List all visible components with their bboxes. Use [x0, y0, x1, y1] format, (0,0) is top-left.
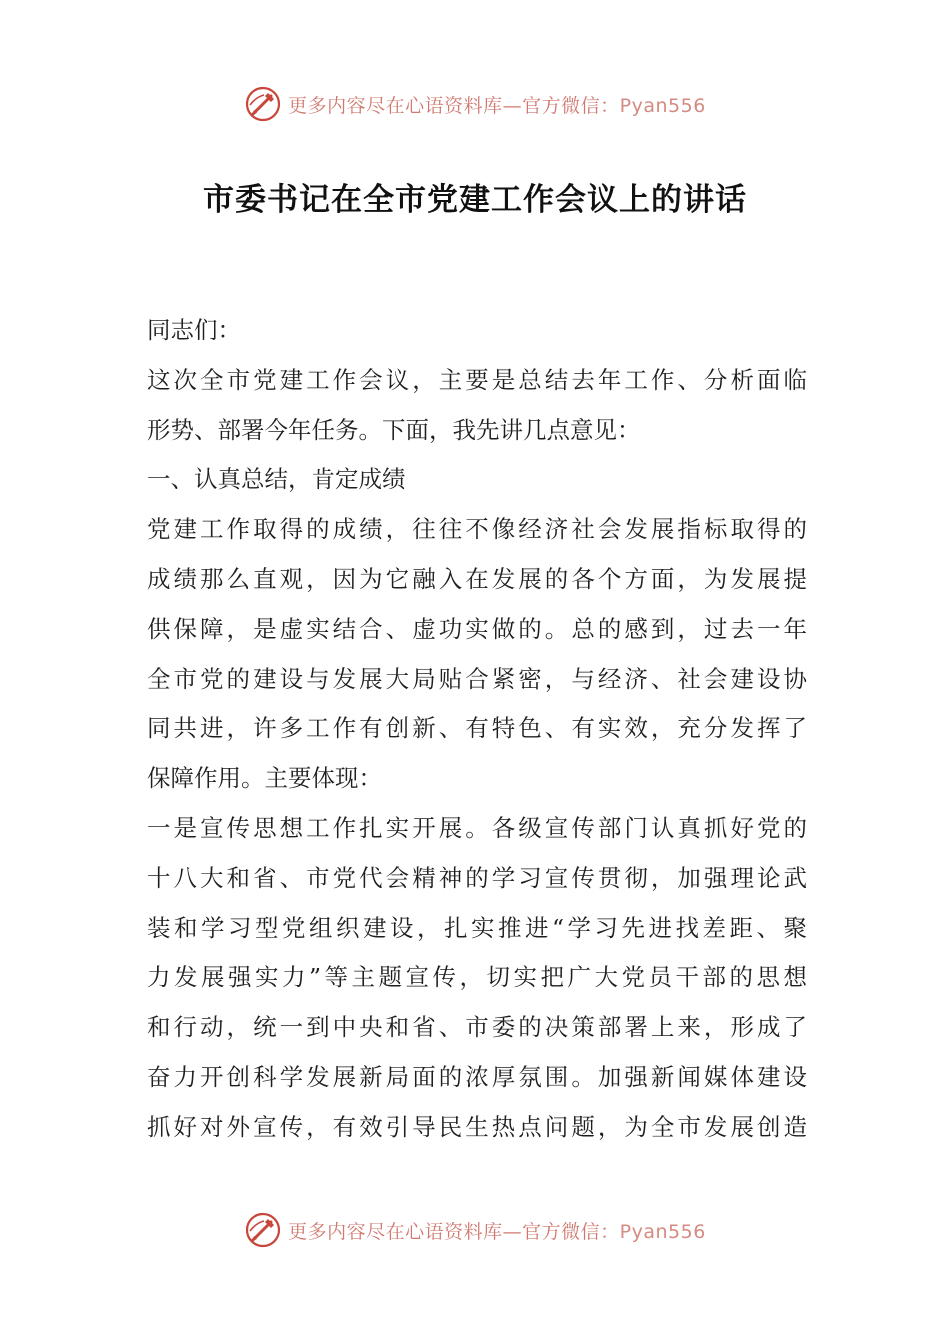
paragraph-line: 供保障，是虚实结合、虚功实做的。总的感到，过去一年 [147, 614, 807, 643]
watermark-text: 更多内容尽在心语资料库—官方微信：Pyan556 [288, 94, 706, 117]
watermark-banner-top [0, 82, 950, 126]
paragraph-line: 力发展强实力”等主题宣传，切实把广大党员干部的思想 [147, 963, 807, 992]
paragraph-line: 奋力开创科学发展新局面的浓厚氛围。加强新闻媒体建设 [147, 1062, 807, 1091]
paragraph-line: 形势、部署今年任务。下面，我先讲几点意见： [147, 415, 641, 444]
paragraph-line: 抓好对外宣传，有效引导民生热点问题，为全市发展创造 [147, 1112, 807, 1141]
paragraph-line: 全市党的建设与发展大局贴合紧密，与经济、社会建设协 [147, 664, 807, 693]
watermark-banner-bottom [0, 1208, 950, 1252]
document-title: 市委书记在全市党建工作会议上的讲话 [203, 182, 747, 218]
paragraph-line: 同志们： [147, 316, 241, 344]
paragraph-line: 装和学习型党组织建设，扎实推进“学习先进找差距、聚 [147, 913, 807, 942]
paragraph-line: 十八大和省、市党代会精神的学习宣传贯彻，加强理论武 [147, 863, 807, 892]
pen-logo-icon [244, 1211, 282, 1249]
paragraph-line: 成绩那么直观，因为它融入在发展的各个方面，为发展提 [147, 564, 807, 593]
paragraph-line: 一是宣传思想工作扎实开展。各级宣传部门认真抓好党的 [147, 813, 807, 842]
watermark-text: 更多内容尽在心语资料库—官方微信：Pyan556 [288, 1220, 706, 1243]
paragraph-line: 和行动，统一到中央和省、市委的决策部署上来，形成了 [147, 1013, 807, 1042]
document-body [147, 306, 807, 1153]
paragraph-line: 保障作用。主要体现： [147, 764, 382, 793]
paragraph-line: 这次全市党建工作会议，主要是总结去年工作、分析面临 [147, 365, 807, 394]
paragraph-line: 一、认真总结，肯定成绩 [147, 465, 406, 494]
pen-logo-icon [244, 85, 282, 123]
paragraph-line: 同共进，许多工作有创新、有特色、有实效，充分发挥了 [147, 714, 807, 743]
paragraph-line: 党建工作取得的成绩，往往不像经济社会发展指标取得的 [147, 515, 807, 544]
